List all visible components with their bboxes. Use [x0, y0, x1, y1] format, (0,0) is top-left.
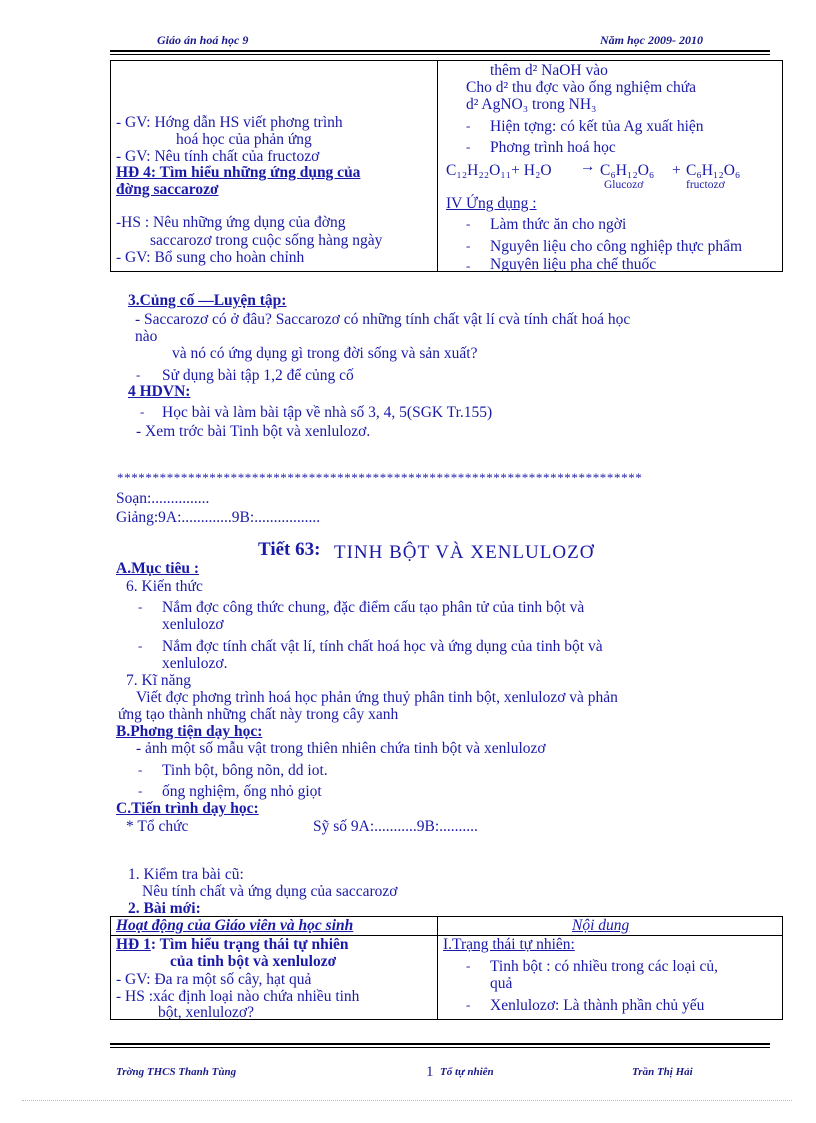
- attendance: Sỹ số 9A:...........9B:..........: [313, 818, 478, 835]
- product-glucose: C₆H₁₂O₆: [600, 162, 655, 179]
- hd1-title-rest: : Tìm hiểu trạng thái tự nhiên: [150, 936, 349, 953]
- bullet-dash: -: [466, 216, 471, 231]
- cellulose-item: Xenlulozơ: Là thành phần chủ yếu: [490, 997, 705, 1014]
- knowledge-item-cont: xenlulozơ.: [162, 655, 228, 672]
- gv-fructose: - GV: Nêu tính chất của fructozơ: [116, 148, 320, 165]
- homework-title: 4 HDVN:: [128, 383, 191, 400]
- header-left: Giáo án hoá học 9: [157, 33, 249, 47]
- header-rule: [110, 50, 770, 52]
- review-question: Nêu tính chất và ứng dụng của saccarozơ: [142, 883, 398, 900]
- hd4-title-cont: đờng saccarozơ: [116, 181, 219, 198]
- footer-rule: [110, 1043, 770, 1045]
- gv-instruction: - GV: Hớng dẫn HS viết phơng trình: [116, 114, 343, 131]
- footer-school: Trờng THCS Thanh Tùng: [116, 1066, 237, 1078]
- section-a-title: A.Mục tiêu :: [116, 560, 200, 577]
- footer-group: Tổ tự nhiên: [440, 1066, 494, 1078]
- column-head-activity: Hoạt động của Giáo viên và học sinh: [116, 917, 354, 934]
- bullet-dash: -: [466, 238, 471, 253]
- section-c-title: C.Tiến trình dạy học:: [116, 800, 259, 817]
- consolidation-question-cont2: và nó có ứng dụng gì trong đời sống và sản xuất?: [172, 345, 478, 362]
- page-number: 1: [426, 1064, 434, 1080]
- footer-rule-thin: [110, 1047, 770, 1048]
- bullet-dash: -: [466, 958, 471, 973]
- bullet-dash: -: [466, 997, 471, 1012]
- table-divider: [437, 917, 438, 1019]
- header-rule-thin: [110, 54, 770, 55]
- skills-line: Viết đợc phơng trình hoá học phản ứng thuỷ phân tinh bột, xenlulozơ và phản: [136, 689, 618, 706]
- materials-line: ống nghiệm, ống nhỏ giọt: [162, 783, 322, 800]
- starch-item: Tinh bột : có nhiều trong các loại củ,: [490, 958, 719, 975]
- hs-uses-cont: saccarozơ trong cuộc sống hàng ngày: [150, 232, 383, 249]
- lesson-number: Tiết 63:: [258, 539, 321, 560]
- consolidation-question: - Saccarozơ có ở đâu? Saccarozơ có những tính chất vật lí cvà tính chất hoá học: [135, 311, 631, 328]
- table-divider: [437, 61, 438, 271]
- consolidation-title: 3.Củng cố —Luyện tập:: [128, 292, 287, 309]
- bullet-dash: -: [138, 783, 143, 798]
- knowledge-item-cont: xenlulozơ: [162, 616, 224, 633]
- page-edge-dots: [22, 1100, 792, 1101]
- bullet-dash: -: [466, 258, 471, 273]
- starch-item-cont: quả: [490, 975, 513, 992]
- column-head-content: Nội dung: [572, 917, 630, 934]
- lesson-title: TINH BỘT VÀ XENLULOZƠ: [334, 542, 595, 563]
- bullet-dash: -: [466, 118, 471, 133]
- homework-line: Học bài và làm bài tập về nhà số 3, 4, 5(SGK Tr.155): [162, 404, 493, 421]
- equation-heading: Phơng trình hoá học: [490, 139, 616, 156]
- header-right: Năm học 2009- 2010: [600, 33, 703, 47]
- bullet-dash: -: [138, 638, 143, 653]
- use-item: Nguyên liệu cho công nghiệp thực phẩm: [490, 238, 743, 255]
- review-heading: 1. Kiểm tra bài cũ:: [128, 866, 244, 883]
- new-lesson-heading: 2. Bài mới:: [128, 900, 201, 917]
- bullet-dash: -: [138, 599, 143, 614]
- gv-complete: - GV: Bổ sung cho hoàn chỉnh: [116, 249, 305, 266]
- hd4-title: HĐ 4: Tìm hiểu những ứng dụng của: [116, 164, 361, 181]
- bullet-dash: -: [136, 367, 141, 382]
- hs-identify-cont: bột, xenlulozơ?: [158, 1004, 255, 1019]
- footer-teacher: Trần Thị Hải: [632, 1066, 693, 1078]
- organization-label: * Tổ chức: [126, 818, 189, 835]
- bullet-dash: -: [140, 404, 145, 419]
- consolidation-exercise: Sử dụng bài tập 1,2 để củng cố: [162, 367, 354, 384]
- skills-heading: 7. Kĩ năng: [126, 672, 192, 689]
- bullet-dash: -: [138, 762, 143, 777]
- nh3-line: d² AgNO₃ trong NH₃: [466, 96, 597, 113]
- agno3-line: Cho d² thu đợc vào ống nghiệm chứa: [466, 79, 697, 96]
- use-item: Nguyên liệu pha chế thuốc: [490, 256, 657, 271]
- hs-uses: -HS : Nêu những ứng dụng của đờng: [116, 214, 346, 231]
- gv-instruction-cont: hoá học của phản ứng: [176, 131, 312, 148]
- uses-section-title: IV Ứng dụng :: [446, 195, 537, 212]
- knowledge-item: Nắm đợc tính chất vật lí, tính chất hoá học và ứng dụng của tinh bột và: [162, 638, 603, 655]
- plus-sign: +: [672, 162, 681, 179]
- phenomenon: Hiện tợng: có kết tủa Ag xuất hiện: [490, 118, 704, 135]
- knowledge-heading: 6. Kiến thức: [126, 578, 203, 595]
- glucose-label: Glucozơ: [604, 179, 644, 191]
- materials-line: - ảnh một số mẫu vật trong thiên nhiên chứa tinh bột và xenlulozơ: [136, 740, 546, 757]
- homework-line: - Xem trớc bài Tinh bột và xenlulozơ.: [136, 423, 371, 440]
- materials-line: Tinh bột, bông nõn, dd iot.: [162, 762, 328, 779]
- reaction-arrow: →: [580, 158, 596, 175]
- skills-line-cont: ứng tạo thành những chất này trong cây xanh: [118, 706, 399, 723]
- section-b-title: B.Phơng tiện dạy học:: [116, 723, 263, 740]
- product-fructose: C₆H₁₂O₆: [686, 162, 741, 179]
- equation-lhs: C₁₂H₂₂O₁₁+ H₂O: [446, 162, 552, 179]
- gv-show-plants: - GV: Đa ra một số cây, hạt quả: [116, 971, 312, 988]
- star-separator: **************************************************************************: [117, 470, 643, 485]
- bullet-dash: -: [466, 139, 471, 154]
- hd1-title-cont: của tinh bột và xenlulozơ: [170, 953, 337, 970]
- naoh-line: thêm d² NaOH vào: [490, 62, 608, 79]
- hd1-title: HĐ 1: Tìm hiểu trạng thái tự nhiên: [116, 936, 349, 953]
- giang-line: Giảng:9A:.............9B:.................: [116, 509, 321, 526]
- knowledge-item: Nắm đợc công thức chung, đặc điểm cấu tạo phân tử của tinh bột và: [162, 599, 585, 616]
- fructose-label: fructozơ: [686, 179, 725, 191]
- hs-identify: - HS :xác định loại nào chứa nhiều tinh: [116, 988, 360, 1005]
- natural-state-title: I.Trạng thái tự nhiên:: [443, 936, 575, 953]
- soan-line: Soạn:...............: [116, 490, 210, 507]
- use-item: Làm thức ăn cho ngời: [490, 216, 627, 233]
- consolidation-question-cont: nào: [135, 328, 158, 345]
